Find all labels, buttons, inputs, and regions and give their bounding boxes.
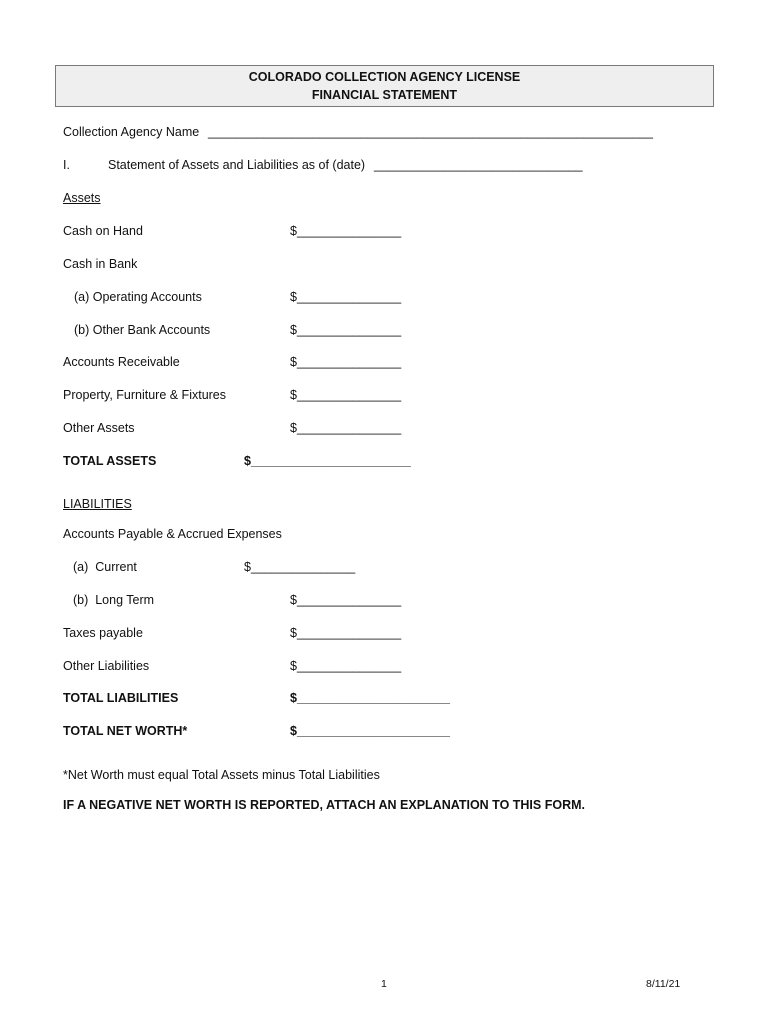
page-number: 1 — [381, 978, 387, 990]
total-liabilities-field[interactable]: $______________________ — [290, 691, 450, 705]
form-title-line-2: FINANCIAL STATEMENT — [311, 88, 458, 102]
taxes-payable-label: Taxes payable — [63, 626, 143, 640]
accounts-payable-label: Accounts Payable & Accrued Expenses — [63, 527, 282, 541]
agency-name-field[interactable]: ________________________________________________________________ — [208, 125, 653, 139]
other-liabilities-label: Other Liabilities — [63, 659, 150, 673]
section-numeral: I. — [63, 158, 70, 172]
cash-in-bank-label: Cash in Bank — [63, 257, 138, 271]
assets-heading: Assets — [63, 191, 101, 205]
accounts-receivable-field[interactable]: $_______________ — [290, 355, 402, 369]
operating-accounts-field[interactable]: $_______________ — [290, 290, 402, 304]
total-assets-field[interactable]: $_______________________ — [244, 454, 411, 468]
total-net-worth-field[interactable]: $______________________ — [290, 724, 450, 738]
long-term-label: (b) Long Term — [73, 593, 155, 607]
taxes-payable-field[interactable]: $_______________ — [290, 626, 402, 640]
other-bank-accounts-field[interactable]: $_______________ — [290, 323, 402, 337]
net-worth-footnote: *Net Worth must equal Total Assets minus Total Liabilities — [63, 768, 380, 782]
form-title-line-1: COLORADO COLLECTION AGENCY LICENSE — [248, 70, 521, 84]
accounts-receivable-label: Accounts Receivable — [63, 355, 180, 369]
current-field[interactable]: $_______________ — [244, 560, 356, 574]
negative-net-worth-notice: IF A NEGATIVE NET WORTH IS REPORTED, ATTACH AN EXPLANATION TO THIS FORM. — [63, 798, 585, 812]
agency-name-label: Collection Agency Name — [63, 125, 200, 139]
form-title-box — [55, 65, 714, 107]
other-bank-accounts-label: (b) Other Bank Accounts — [74, 323, 211, 337]
revision-date: 8/11/21 — [646, 978, 681, 990]
other-assets-field[interactable]: $_______________ — [290, 421, 402, 435]
other-assets-label: Other Assets — [63, 421, 135, 435]
total-net-worth-label: TOTAL NET WORTH* — [63, 724, 188, 738]
operating-accounts-label: (a) Operating Accounts — [74, 290, 202, 304]
long-term-field[interactable]: $_______________ — [290, 593, 402, 607]
total-liabilities-label: TOTAL LIABILITIES — [63, 691, 179, 705]
property-field[interactable]: $_______________ — [290, 388, 402, 402]
cash-on-hand-label: Cash on Hand — [63, 224, 143, 238]
total-assets-label: TOTAL ASSETS — [63, 454, 157, 468]
other-liabilities-field[interactable]: $_______________ — [290, 659, 402, 673]
statement-date-label: Statement of Assets and Liabilities as of (date) — [108, 158, 366, 172]
property-label: Property, Furniture & Fixtures — [63, 388, 227, 402]
current-label: (a) Current — [73, 560, 137, 574]
cash-on-hand-field[interactable]: $_______________ — [290, 224, 402, 238]
liabilities-heading: LIABILITIES — [63, 497, 132, 511]
statement-date-field[interactable]: ______________________________ — [374, 158, 583, 172]
